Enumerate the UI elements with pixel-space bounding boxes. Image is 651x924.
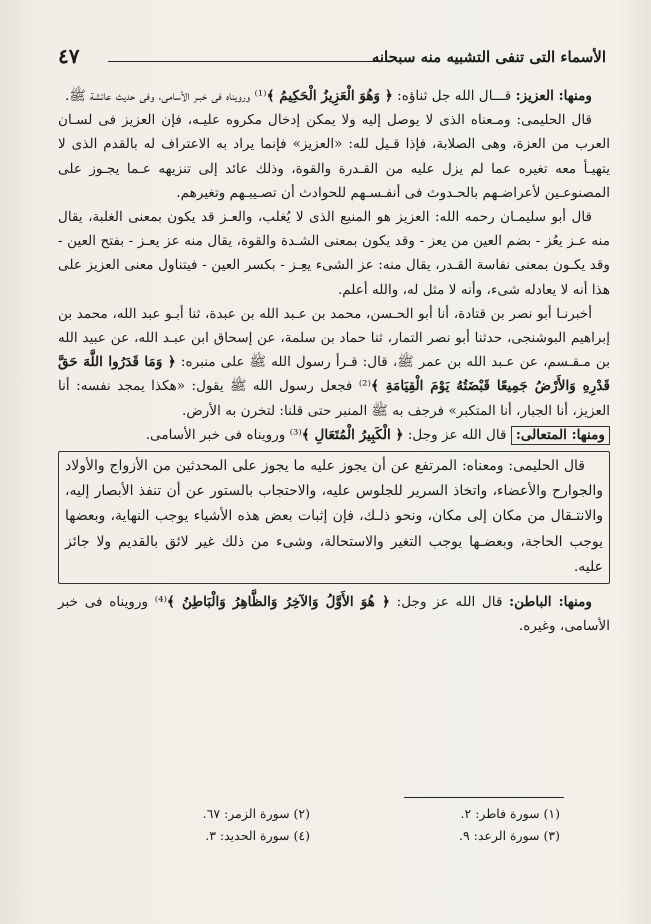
- section-label-batin: ومنها: الباطن:: [509, 594, 592, 611]
- paragraph-aziz: [58, 84, 610, 108]
- paragraph-mutaali: [58, 423, 610, 447]
- paragraph-text: أخبرنـا أبو نصر بن قتادة، أنا أبو الحـسن، محمد بن عـبد الله بن عبدة، ثنا أبـو عبد الله، محمد بن إبراهيم البوشنجى، حدثنا أبو نصر التمار، ثنا حماد بن سلمة، عن إسحاق ابن عبـد الله، عن عبيد الله بن مـقـسم، عن عـبد الله بن عمر ﷺ، قال: قـرأ رسول الله ﷺ على منبره:: [58, 305, 610, 371]
- footnote-4: (٤) سورة الحديد: ٣.: [205, 828, 310, 843]
- paragraph-text: قال الله عز وجل:: [403, 426, 511, 443]
- paragraph-halimi-mutaali: قال الحليمى: ومعناه: المرتفع عن أن يجوز عليه ما يجوز على المحدثين من الأزواج والأولاد والجوارح والأعضاء، واتخاذ السرير للجلوس عليه، والاحتجاب بالستور عن أن تنفذ الأبصار إليه، والانتـقال من مكان إلى مكان، ونحو ذلـك، فإن إثبات بعض هذه الأشياء يوجب النهاية، وبعضها يوجب الحاجة، وبعضـها يوجب التغير والاستحالة، وشىء من ذلك غير لائق بالقديم ولا جائز عليه.: [65, 458, 603, 575]
- footnote-separator: [404, 797, 564, 798]
- page-number: ٤٧: [58, 44, 80, 68]
- header-title: الأسماء التى تنفى التشبيه منه سبحانه: [371, 48, 606, 66]
- quran-verse: ﴿ وَهُوَ الْعَزِيزُ الْحَكِيمُ ﴾: [266, 88, 393, 104]
- section-label-aziz: ومنها: العزيز:: [515, 88, 592, 104]
- footnote-2: (٢) سورة الزمر: ٦٧.: [202, 806, 310, 821]
- quran-verse: ﴿ هُوَ الأَوَّلُ وَالآخِرُ وَالظَّاهِرُ وَالْبَاطِنُ ﴾: [166, 594, 390, 611]
- paragraph-batin: [58, 590, 610, 638]
- footnote-row: [60, 825, 560, 847]
- paragraph-halimi-aziz: قال الحليمى: ومـعناه الذى لا يوصل إليه ولا يمكن إدخال مكروه عليـه، فإن العزيز فى لسـان العرب من العزة، وهى الصلابة، فإذا قـيل لله: «العزيز» فإنما يراد به الاعتراف له بالقدم الذى لا يتهيـأ معه تغيره عما لم يزل عليه من القـدرة والقوة، وذلك عائد إلى تنزيهه عـما يجـوز على المصنوعـين لأعراضـهم بالحـدوث فى أنفـسـهم للحوادث أن تصـيبـهم وتغيرهم.: [58, 112, 610, 201]
- footnote-1: (١) سورة فاطر: ٢.: [460, 806, 560, 821]
- section-label-mutaali: ومنها: المتعالى:: [511, 426, 610, 445]
- footnote-row: [60, 803, 560, 825]
- paragraph-text: ⁽³⁾ ورويناه فى خبر الأسامى.: [145, 426, 302, 443]
- quran-verse: ﴿ وَمَا قَدَرُوا اللَّهَ حَقَّ قَدْرِهِ وَالأَرْضُ جَمِيعًا قَبْضَتُهُ يَوْمَ الْقِيَامَةِ ﴾: [58, 354, 610, 395]
- framed-paragraph: [58, 451, 610, 584]
- running-header: [58, 44, 606, 74]
- footnotes: [60, 803, 560, 847]
- paragraph-text: قـــال الله جل ثناؤه:: [392, 88, 516, 104]
- paragraph-text: ⁽¹⁾ ورويناه فى خبـر الأسامى، وفى حديث عائشة ﷺ.: [64, 88, 267, 104]
- footnote-3: (٣) سورة الرعد: ٩.: [458, 828, 560, 843]
- paragraph-text: ⁽²⁾ فجعل رسول الله ﷺ يقول: «هكذا يمجد نفسه: أنا العزيز، أنا الجبار، أنا المتكبر» فرجف به ﷺ المنبر حتى قلنا: لتخرن به الأرض.: [58, 378, 610, 419]
- body-text: [58, 84, 610, 638]
- paragraph-text: قال الله عز وجل:: [389, 594, 510, 611]
- quran-verse: ﴿ الْكَبِيرُ الْمُتَعَالِ ﴾: [301, 426, 404, 443]
- paragraph-hadith: [58, 302, 610, 423]
- header-rule: [108, 61, 388, 62]
- paragraph-abu-sulayman: قال أبو سليمـان رحمه الله: العزيز هو المنيع الذى لا يُغلب، والعـز قد يكون بمعنى الغلبة، يقال منه عـز يعُز - بضم العين من يعز - وقد يكون بمعنى الشـدة والقوة، يقال منه عز يعـز - بفتح العين - وقد يكـون بمعنى نفاسة القـدر، يقال منه: عز الشىء يعِـز - بكسر العين - فيتناول معنى العزيز على هذا أنه لا يعادله شىء، وأنه لا مثل له، والله أعلم.: [58, 209, 610, 298]
- paragraph-text: ⁽⁴⁾ ورويناه فى خبر الأسامى، وغيره.: [58, 594, 610, 635]
